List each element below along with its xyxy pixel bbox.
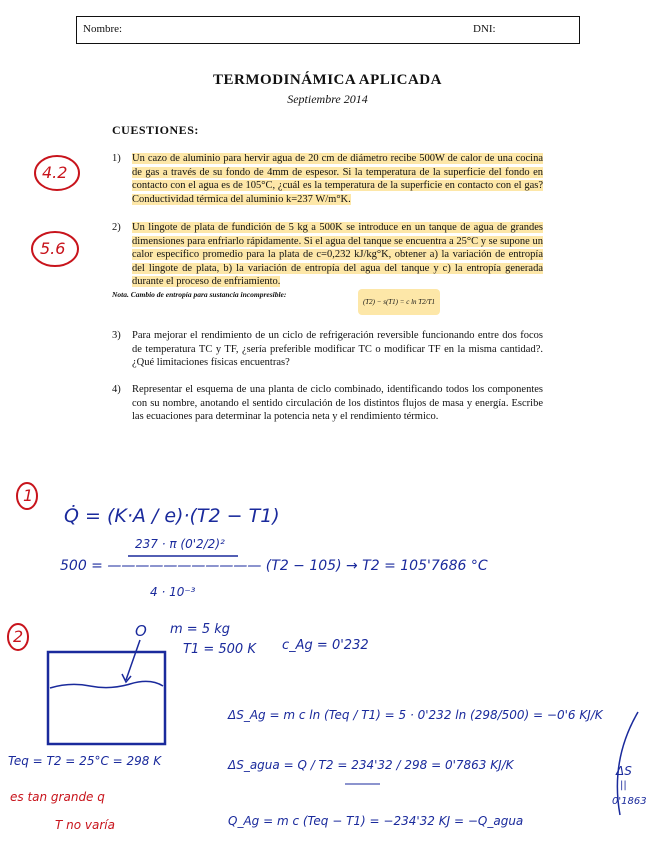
question-2-content: Un lingote de plata de fundición de 5 kg a 500K se introduce en un tanque de agua de grandes dimensiones para enfriarlo rápidamente. Si el agua del tanque se encuentra a 25°C y se supone un calor específico promedio para la plata de c=0,232 kJ/kg°K, obtener a) la variación de entropía del lingote de plata, b) la variación de entropía del agua del tanque y c) la entropía generada durante el proceso de enfriamiento. <box>132 222 543 288</box>
question-4-number: 4) <box>112 384 121 395</box>
question-3-text: Para mejorar el rendimiento de un ciclo de refrigeración reversible funcionando entre dos focos de temperatura TC y TF, ¿sería preferible modificar TC o modificar TF en la misma cantidad?. ¿Qué limitaciones físicas encuentras? <box>132 330 543 369</box>
question-4-text: Representar el esquema de una planta de ciclo combinado, identificando todos los componentes con su nombre, anotando el sentido circulación de los distintos flujos de masa y energía. Escribe las ecuaciones para determinar la potencia neta y el rendimiento térmico. <box>132 384 543 423</box>
heat-silver: Q_Ag = m c (Teq − T1) = −234'32 KJ = −Q_agua <box>228 814 524 828</box>
red-note-1: es tan grande q <box>10 790 105 804</box>
heat-numerator: 237 · π (0'2/2)² <box>135 537 225 551</box>
name-label: Nombre: <box>83 23 123 35</box>
grade-q2: 5.6 <box>40 239 66 258</box>
entropy-note: Nota. Cambio de entropía para sustancia incompresible: <box>112 290 287 299</box>
part1-label: 1 <box>23 486 34 505</box>
question-1-content: Un cazo de aluminio para hervir agua de 20 cm de diámetro recibe 500W de calor de una cocina de gas a través de su fondo de 4mm de espesor. Si la temperatura de la superficie del fondo en contacto con el agua es de 105°C, ¿cuál es la temperatura de la superficie en contacto con el gas? Conductividad térmica del aluminio k=237 W/m°K. <box>132 153 543 205</box>
part2-label: 2 <box>13 627 24 646</box>
equilibrium-temperature: Teq = T2 = 25°C = 298 K <box>8 754 162 768</box>
specific-heat: c_Ag = 0'232 <box>282 638 369 653</box>
initial-temperature: T1 = 500 K <box>183 642 256 657</box>
heat-denominator: 4 · 10⁻³ <box>150 585 196 599</box>
exam-title: TERMODINÁMICA APLICADA <box>213 72 442 88</box>
question-3-number: 3) <box>112 330 121 341</box>
tank-sketch <box>48 652 165 744</box>
heat-equation: Q̇ = (K·A / e)·(T2 − T1) <box>64 505 280 527</box>
mass-value: m = 5 kg <box>170 622 231 637</box>
red-note-2: T no varía <box>55 818 115 832</box>
entropy-generated-label: ΔS <box>616 764 632 778</box>
question-1-number: 1) <box>112 153 121 164</box>
heat-calculation: 500 = ——————————— (T2 − 105) → T2 = 105'7686 °C <box>60 558 488 574</box>
dni-label: DNI: <box>473 23 496 35</box>
ingot-arrow <box>126 640 140 680</box>
entropy-generated-equals: || <box>620 780 627 791</box>
section-heading: CUESTIONES: <box>112 123 199 137</box>
entropy-formula: (T2) − s(T1) = c ln T2/T1 <box>358 289 440 315</box>
ingot-symbol: O <box>135 622 147 640</box>
grade-q1: 4.2 <box>42 163 68 182</box>
water-line <box>50 681 163 688</box>
entropy-silver: ΔS_Ag = m c ln (Teq / T1) = 5 · 0'232 ln (298/500) = −0'6 KJ/K <box>228 708 603 722</box>
entropy-water: ΔS_agua = Q / T2 = 234'32 / 298 = 0'7863 KJ/K <box>228 758 514 772</box>
exam-date: Septiembre 2014 <box>287 92 368 106</box>
entropy-generated-value: 0'1863 <box>612 796 647 807</box>
question-2-number: 2) <box>112 222 121 233</box>
